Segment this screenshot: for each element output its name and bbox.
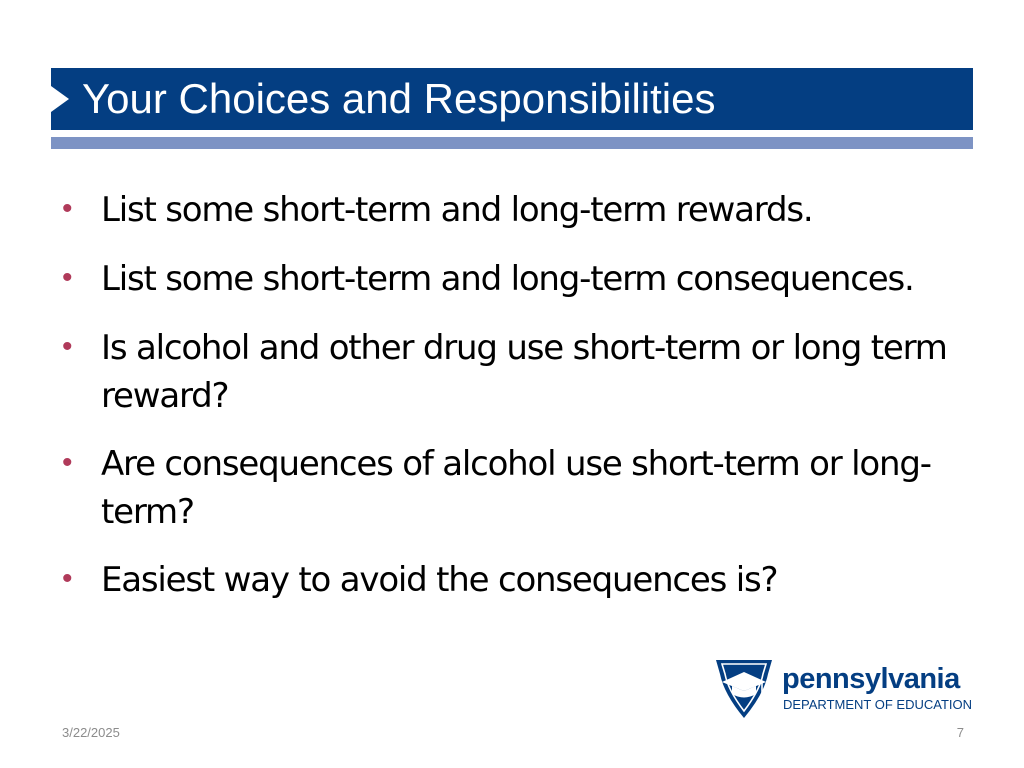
keystone-graduation-cap-icon	[712, 658, 776, 720]
bullet-item	[62, 255, 972, 303]
bullet-item	[62, 324, 972, 420]
bullet-dot-icon: •	[62, 562, 72, 595]
logo-department: DEPARTMENT OF EDUCATION	[783, 697, 972, 712]
bullet-text: List some short-term and long-term consequences.	[101, 259, 914, 299]
page-number: 7	[956, 725, 964, 740]
slide-title: Your Choices and Responsibilities	[82, 75, 716, 122]
footer-date: 3/22/2025	[62, 725, 120, 740]
pennsylvania-logo	[712, 658, 974, 720]
bullet-list	[62, 186, 972, 604]
bullet-dot-icon: •	[62, 192, 72, 225]
title-bar	[51, 68, 973, 130]
bullet-text: List some short-term and long-term rewards.	[101, 190, 813, 230]
bullet-dot-icon: •	[62, 446, 72, 479]
logo-name: pennsylvania	[782, 663, 960, 695]
bullet-item	[62, 440, 972, 536]
title-underline	[51, 137, 973, 149]
bullet-dot-icon: •	[62, 261, 72, 294]
bullet-text: Are consequences of alcohol use short-term or long-term?	[101, 444, 931, 532]
bullet-text: Is alcohol and other drug use short-term or long term reward?	[101, 328, 947, 416]
bullet-dot-icon: •	[62, 330, 72, 363]
title-arrow-icon	[51, 86, 69, 112]
bullet-item	[62, 186, 972, 234]
bullet-item	[62, 556, 972, 604]
bullet-text: Easiest way to avoid the consequences is?	[101, 560, 778, 600]
